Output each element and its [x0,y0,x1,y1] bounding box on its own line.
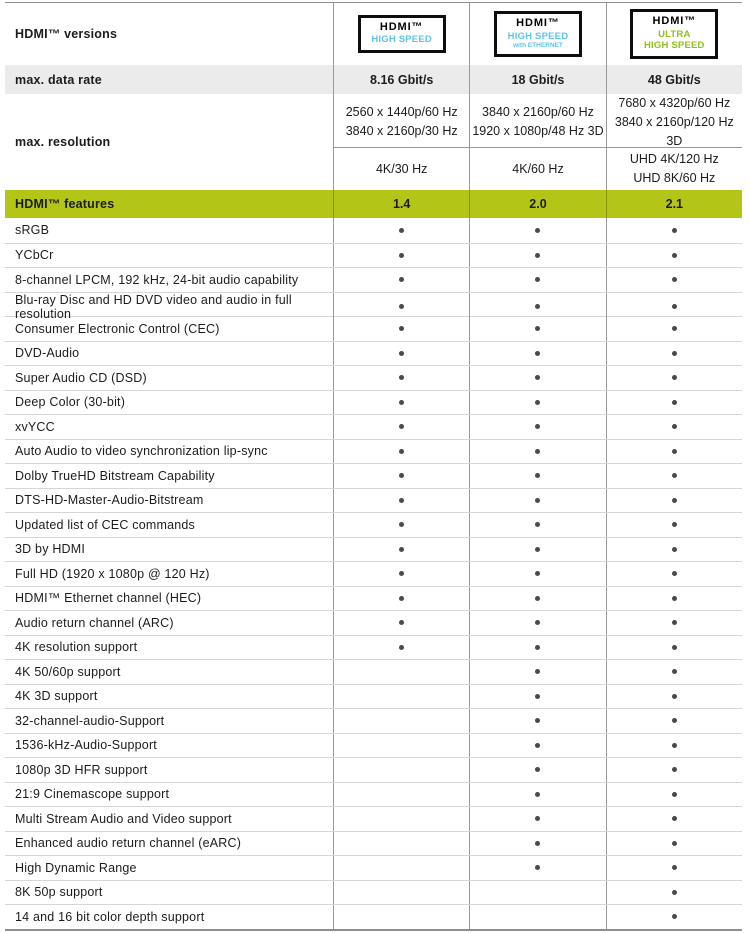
badge-cell-3 [606,3,742,65]
feature-support-cell [333,734,469,758]
feature-support-cell [606,342,742,366]
feature-label: Enhanced audio return channel (eARC) [15,836,242,851]
hdmi-logo: HDMI™ [379,20,424,33]
support-dot-icon [672,473,677,478]
feature-support-cell [606,832,742,856]
feature-label: 1536-kHz-Audio-Support [15,738,157,753]
feature-support-cell [469,709,605,733]
feature-support-cell [469,317,605,341]
feature-support-cell [333,709,469,733]
support-dot-icon [672,865,677,870]
feature-support-cell [333,783,469,807]
feature-support-cell [333,758,469,782]
feature-support-cell [333,832,469,856]
feature-support-cell [606,489,742,513]
support-dot-icon [672,694,677,699]
feature-support-cell [333,807,469,831]
support-dot-icon [672,253,677,258]
feature-support-cell [469,440,605,464]
support-dot-icon [672,351,677,356]
feature-support-cell [606,758,742,782]
feature-row [5,586,742,611]
feature-support-cell [469,513,605,537]
version-number: 1.4 [333,190,469,218]
feature-label: DTS-HD-Master-Audio-Bitstream [15,493,204,508]
feature-support-cell [333,415,469,439]
feature-support-cell [469,342,605,366]
feature-support-cell [333,244,469,268]
support-dot-icon [535,620,540,625]
support-dot-icon [399,449,404,454]
resolution-label: max. resolution [15,135,111,149]
feature-support-cell [333,538,469,562]
support-dot-icon [399,473,404,478]
support-dot-icon [672,571,677,576]
support-dot-icon [399,304,404,309]
feature-row [5,561,742,586]
feature-support-cell [469,734,605,758]
support-dot-icon [672,326,677,331]
feature-label: Blu-ray Disc and HD DVD video and audio in full resolution [15,292,292,321]
feature-support-cell [606,587,742,611]
feature-support-cell [606,856,742,880]
badge-speed-label: HIGH SPEED [507,30,569,42]
feature-support-cell [469,636,605,660]
feature-row [5,292,742,321]
support-dot-icon [672,914,677,919]
feature-support-cell [606,464,742,488]
support-dot-icon [535,228,540,233]
feature-row [5,414,742,439]
support-dot-icon [399,326,404,331]
support-dot-icon [399,596,404,601]
feature-support-cell [469,489,605,513]
data-rate-value: 8.16 Gbit/s [333,65,469,94]
support-dot-icon [535,277,540,282]
feature-row [5,659,742,684]
support-dot-icon [535,571,540,576]
feature-support-cell [333,856,469,880]
support-dot-icon [535,694,540,699]
support-dot-icon [535,718,540,723]
badge-cell-2 [469,3,605,65]
feature-support-cell [469,611,605,635]
feature-label: Multi Stream Audio and Video support [15,811,232,826]
feature-support-cell [606,881,742,905]
support-dot-icon [672,449,677,454]
support-dot-icon [672,498,677,503]
feature-label: DVD-Audio [15,346,80,361]
support-dot-icon [399,253,404,258]
feature-support-cell [606,611,742,635]
feature-support-cell [606,636,742,660]
feature-row [5,439,742,464]
feature-support-cell [469,881,605,905]
feature-label: 4K resolution support [15,640,138,655]
feature-support-cell [333,440,469,464]
feature-label: 8K 50p support [15,885,103,900]
versions-row [5,3,742,65]
feature-support-cell [469,783,605,807]
support-dot-icon [399,620,404,625]
support-dot-icon [672,718,677,723]
feature-support-cell [333,218,469,243]
feature-label: HDMI™ Ethernet channel (HEC) [15,591,202,606]
feature-support-cell [606,317,742,341]
feature-support-cell [606,709,742,733]
feature-row [5,390,742,415]
support-dot-icon [672,645,677,650]
feature-row [5,267,742,292]
feature-row [5,365,742,390]
support-dot-icon [535,424,540,429]
feature-support-cell [606,905,742,929]
support-dot-icon [535,816,540,821]
feature-support-cell [333,268,469,292]
feature-row [5,708,742,733]
feature-support-cell [333,636,469,660]
hdmi-high-speed-badge [358,15,446,54]
feature-support-cell [469,685,605,709]
feature-row [5,316,742,341]
feature-support-cell [333,366,469,390]
feature-label: Super Audio CD (DSD) [15,370,147,385]
feature-row [5,463,742,488]
support-dot-icon [672,792,677,797]
hdmi-logo: HDMI™ [652,14,697,27]
resolution-shorthand: UHD 4K/120 Hz UHD 8K/60 Hz [606,148,742,190]
support-dot-icon [535,522,540,527]
resolution-value: 2560 x 1440p/60 Hz 3840 x 2160p/30 Hz [333,94,469,150]
feature-support-cell [333,905,469,929]
badge-ethernet-label: with ETHERNET [513,42,563,50]
feature-row [5,684,742,709]
feature-support-cell [606,538,742,562]
support-dot-icon [535,596,540,601]
support-dot-icon [535,351,540,356]
support-dot-icon [535,375,540,380]
resolution-secondary-subrow [333,148,742,190]
badge-cell-1 [333,3,469,65]
support-dot-icon [535,498,540,503]
feature-label: 32-channel-audio-Support [15,713,165,728]
feature-row [5,733,742,758]
feature-label: 4K 50/60p support [15,664,121,679]
resolution-value: 3840 x 2160p/60 Hz 1920 x 1080p/48 Hz 3D [469,94,605,150]
feature-label: sRGB [15,223,50,238]
feature-support-cell [469,268,605,292]
support-dot-icon [535,473,540,478]
hdmi-high-speed-ethernet-badge [494,11,582,57]
feature-support-cell [333,464,469,488]
feature-label: High Dynamic Range [15,860,137,875]
feature-support-cell [469,856,605,880]
feature-support-cell [469,464,605,488]
feature-support-cell [469,538,605,562]
feature-row [5,341,742,366]
support-dot-icon [399,351,404,356]
feature-support-cell [333,685,469,709]
feature-support-cell [469,391,605,415]
feature-support-cell [333,660,469,684]
feature-label: 14 and 16 bit color depth support [15,909,205,924]
feature-support-cell [606,415,742,439]
feature-row [5,488,742,513]
feature-label: YCbCr [15,248,54,263]
version-number: 2.1 [606,190,742,218]
resolution-row [5,94,742,190]
support-dot-icon [672,620,677,625]
feature-label: 3D by HDMI [15,542,86,557]
feature-support-cell [606,807,742,831]
badge-speed-label: HIGH SPEED [644,40,705,52]
feature-support-cell [606,734,742,758]
feature-support-cell [606,562,742,586]
feature-row [5,855,742,880]
feature-row [5,831,742,856]
support-dot-icon [399,498,404,503]
feature-label: Deep Color (30-bit) [15,395,126,410]
support-dot-icon [535,400,540,405]
feature-row [5,757,742,782]
hdmi-logo: HDMI™ [516,16,560,29]
support-dot-icon [535,645,540,650]
support-dot-icon [535,865,540,870]
feature-support-cell [469,660,605,684]
support-dot-icon [399,228,404,233]
feature-row [5,806,742,831]
feature-row [5,635,742,660]
support-dot-icon [535,841,540,846]
support-dot-icon [672,596,677,601]
support-dot-icon [672,228,677,233]
feature-label: Auto Audio to video synchronization lip-sync [15,444,268,459]
support-dot-icon [672,816,677,821]
feature-support-cell [469,758,605,782]
feature-row [5,243,742,268]
support-dot-icon [672,277,677,282]
support-dot-icon [535,743,540,748]
support-dot-icon [399,424,404,429]
feature-support-cell [606,244,742,268]
feature-label: Consumer Electronic Control (CEC) [15,321,220,336]
hdmi-ultra-high-speed-badge [630,9,718,60]
feature-label: xvYCC [15,419,55,434]
support-dot-icon [672,375,677,380]
feature-support-cell [333,611,469,635]
support-dot-icon [399,547,404,552]
feature-support-cell [606,366,742,390]
feature-support-cell [469,415,605,439]
support-dot-icon [672,424,677,429]
feature-support-cell [469,905,605,929]
resolution-value: 7680 x 4320p/60 Hz 3840 x 2160p/120 Hz 3D [606,94,742,150]
versions-label: HDMI™ versions [15,27,118,41]
feature-support-cell [333,513,469,537]
support-dot-icon [535,792,540,797]
features-header-label: HDMI™ features [15,197,115,211]
feature-support-cell [333,342,469,366]
hdmi-comparison-table [5,2,742,931]
feature-support-cell [333,587,469,611]
resolution-shorthand: 4K/60 Hz [469,148,605,190]
feature-support-cell [606,685,742,709]
badge-ultra-label: ULTRA [658,28,691,40]
support-dot-icon [535,669,540,674]
resolution-primary-subrow [333,94,742,148]
support-dot-icon [672,890,677,895]
support-dot-icon [672,304,677,309]
feature-support-cell [606,268,742,292]
support-dot-icon [399,375,404,380]
feature-support-cell [333,489,469,513]
support-dot-icon [535,304,540,309]
feature-support-cell [606,391,742,415]
feature-label: Audio return channel (ARC) [15,615,174,630]
feature-support-cell [606,440,742,464]
resolution-shorthand: 4K/30 Hz [333,148,469,190]
feature-support-cell [333,317,469,341]
support-dot-icon [535,326,540,331]
feature-support-cell [606,513,742,537]
feature-label: 4K 3D support [15,689,98,704]
support-dot-icon [672,669,677,674]
feature-support-cell [469,587,605,611]
feature-label: 1080p 3D HFR support [15,762,148,777]
badge-speed-label: HIGH SPEED [371,34,432,46]
feature-support-cell [333,562,469,586]
data-rate-row [5,65,742,94]
data-rate-value: 48 Gbit/s [606,65,742,94]
feature-support-cell [469,244,605,268]
features-body [5,218,742,929]
feature-label: 8-channel LPCM, 192 kHz, 24-bit audio capability [15,272,299,287]
feature-row [5,512,742,537]
support-dot-icon [399,277,404,282]
data-rate-label: max. data rate [15,72,102,87]
support-dot-icon [672,767,677,772]
feature-label: 21:9 Cinemascope support [15,787,170,802]
support-dot-icon [672,522,677,527]
features-header-row [5,190,742,218]
data-rate-value: 18 Gbit/s [469,65,605,94]
feature-support-cell [606,660,742,684]
feature-support-cell [469,218,605,243]
feature-support-cell [469,562,605,586]
support-dot-icon [672,743,677,748]
version-number: 2.0 [469,190,605,218]
feature-row [5,880,742,905]
support-dot-icon [672,400,677,405]
support-dot-icon [535,253,540,258]
feature-row [5,904,742,929]
support-dot-icon [399,571,404,576]
support-dot-icon [535,547,540,552]
support-dot-icon [535,767,540,772]
feature-support-cell [469,366,605,390]
support-dot-icon [399,522,404,527]
feature-row [5,782,742,807]
feature-row [5,610,742,635]
feature-support-cell [333,391,469,415]
feature-support-cell [469,807,605,831]
support-dot-icon [399,645,404,650]
feature-support-cell [606,218,742,243]
feature-support-cell [606,783,742,807]
feature-label: Full HD (1920 x 1080p @ 120 Hz) [15,566,210,581]
feature-row [5,218,742,243]
support-dot-icon [399,400,404,405]
support-dot-icon [672,841,677,846]
feature-row [5,537,742,562]
feature-support-cell [333,881,469,905]
resolution-values [333,94,742,190]
feature-label: Updated list of CEC commands [15,517,195,532]
support-dot-icon [535,449,540,454]
feature-support-cell [469,832,605,856]
support-dot-icon [672,547,677,552]
feature-label: Dolby TrueHD Bitstream Capability [15,468,215,483]
